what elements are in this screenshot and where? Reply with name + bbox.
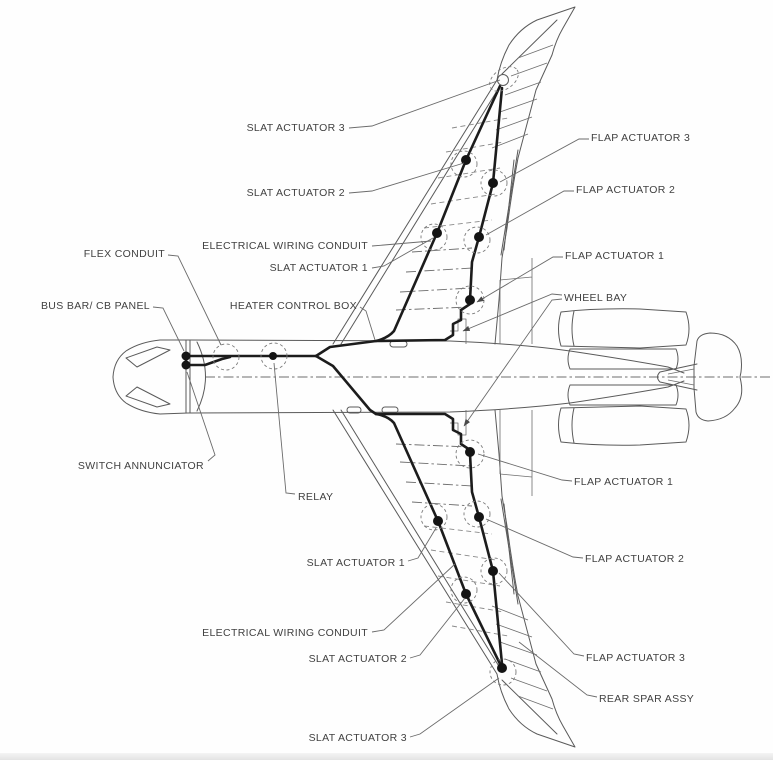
callout-rear-spar-assy: REAR SPAR ASSY (599, 693, 695, 705)
callout-relay: RELAY (298, 491, 334, 503)
callout-electrical-wiring-conduit-lower: ELECTRICAL WIRING CONDUIT (202, 627, 368, 639)
callout-wheel-bay: WHEEL BAY (564, 292, 628, 304)
callout-flap-actuator-2-lower: FLAP ACTUATOR 2 (585, 553, 685, 565)
flap-actuator-2-lower-dot (474, 512, 484, 522)
callout-slat-actuator-1-lower: SLAT ACTUATOR 1 (306, 557, 405, 569)
callout-slat-actuator-3-lower: SLAT ACTUATOR 3 (308, 732, 407, 744)
flap-actuator-1-upper-dot (465, 295, 475, 305)
rear-spar-upper (501, 150, 518, 255)
flap-actuator-3-lower-dot (488, 566, 498, 576)
slat-actuator-2-lower-dot (461, 589, 471, 599)
callout-flap-actuator-1-upper: FLAP ACTUATOR 1 (565, 250, 665, 262)
callout-slat-actuator-2-upper: SLAT ACTUATOR 2 (246, 187, 345, 199)
rear-spar-lower (501, 499, 518, 604)
component-markers (182, 62, 523, 685)
callout-flap-actuator-1-lower: FLAP ACTUATOR 1 (574, 476, 674, 488)
slat-actuator-1-lower-dot (433, 516, 443, 526)
relay-dot (269, 352, 277, 360)
bus-bar-dot-2 (182, 361, 191, 370)
lower-wing (333, 410, 575, 747)
flap-actuator-3-upper-dot (488, 178, 498, 188)
bus-bar-dot-1 (182, 352, 191, 361)
flap-actuator-1-lower-dot (465, 447, 475, 457)
bottom-edge-band (0, 753, 773, 760)
callout-slat-actuator-1-upper: SLAT ACTUATOR 1 (269, 262, 368, 274)
callout-slat-actuator-2-lower: SLAT ACTUATOR 2 (308, 653, 407, 665)
callout-slat-actuator-3-upper: SLAT ACTUATOR 3 (246, 122, 345, 134)
callout-bus-bar-cb-panel: BUS BAR/ CB PANEL (40, 300, 150, 312)
callout-flap-actuator-2-upper: FLAP ACTUATOR 2 (576, 184, 676, 196)
callout-flap-actuator-3-lower: FLAP ACTUATOR 3 (586, 652, 686, 664)
callout-flex-conduit: FLEX CONDUIT (83, 248, 165, 260)
slat-actuator-1-upper-dot (432, 228, 442, 238)
slat-actuator-3-lower-dot (497, 663, 507, 673)
callout-switch-annunciator: SWITCH ANNUNCIATOR (77, 460, 204, 472)
cockpit-window-lower (126, 387, 170, 407)
callout-flap-actuator-3-upper: FLAP ACTUATOR 3 (591, 132, 691, 144)
flap-actuator-2-upper-dot (474, 232, 484, 242)
callout-heater-control-box: HEATER CONTROL BOX (229, 300, 357, 312)
callout-electrical-wiring-conduit-upper: ELECTRICAL WIRING CONDUIT (202, 240, 368, 252)
cockpit-window-upper (126, 347, 170, 367)
wingtip-conduit-circle (485, 62, 523, 97)
upper-wing (333, 7, 575, 344)
